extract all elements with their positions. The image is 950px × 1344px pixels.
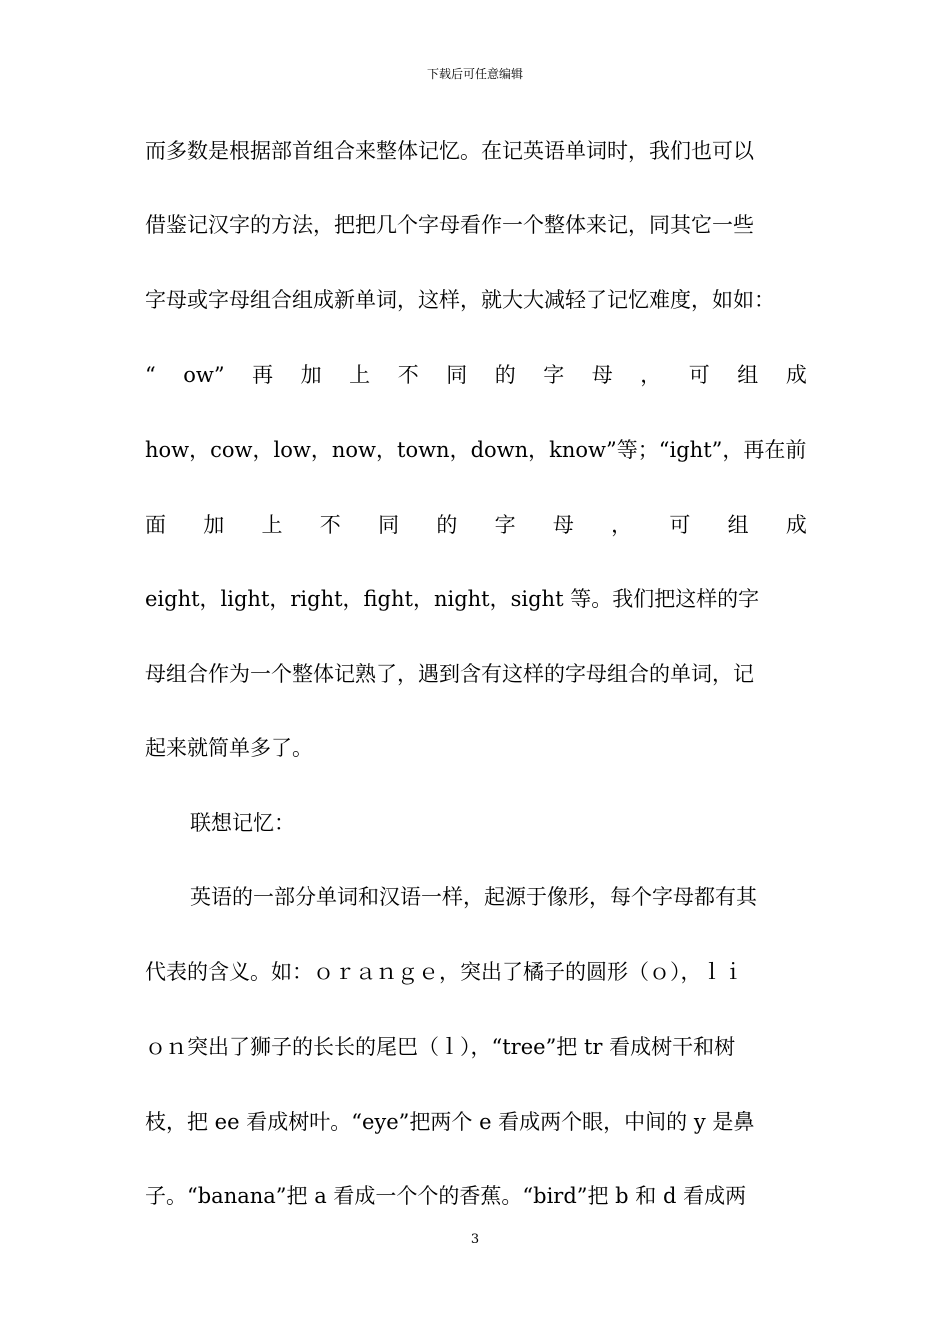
justified-token: 面 <box>145 513 166 537</box>
justified-token: 组 <box>737 363 759 387</box>
justified-token: 加 <box>300 363 322 387</box>
justified-token: 上 <box>349 363 371 387</box>
justified-token: ow” <box>183 363 225 387</box>
body-line: 起来就简单多了。 <box>145 736 313 760</box>
justified-token: 不 <box>319 513 341 537</box>
body-line: 字母或字母组合组成新单词，这样，就大大减轻了记忆难度，如如： <box>145 288 775 312</box>
justified-token: 不 <box>397 363 419 387</box>
body-line: 而多数是根据部首组合来整体记忆。在记英语单词时，我们也可以 <box>145 139 754 163</box>
justified-token: 字 <box>494 513 516 537</box>
justified-token: 成 <box>785 513 807 537</box>
justified-token: 成 <box>785 363 807 387</box>
justified-token: 的 <box>494 363 516 387</box>
body-line: 子。“banana”把 a 看成一个个的香蕉。“bird”把 b 和 d 看成两 <box>145 1184 747 1208</box>
justified-token: 可 <box>688 363 710 387</box>
justified-line-ow <box>145 358 807 392</box>
justified-line-ight <box>145 508 807 542</box>
justified-token: 母 <box>591 363 613 387</box>
body-line: 母组合作为一个整体记熟了，遇到含有这样的字母组合的单词，记 <box>145 662 754 686</box>
justified-token: “ <box>145 363 156 387</box>
section-heading: 联想记忆： <box>190 811 295 835</box>
page-number: 3 <box>470 1232 480 1247</box>
justified-token: ， <box>640 363 662 387</box>
body-line: 枝，把 ee 看成树叶。“eye”把两个 e 看成两个眼，中间的 y 是鼻 <box>145 1110 755 1134</box>
page-header: 下载后可任意编辑 <box>426 67 523 81</box>
justified-token: ， <box>611 513 633 537</box>
justified-token: 加 <box>203 513 225 537</box>
justified-token: 可 <box>669 513 691 537</box>
body-line: eight，light，right，fight，night，sight 等。我们把这样的字 <box>145 587 760 611</box>
paragraph-first-line: 英语的一部分单词和汉语一样，起源于像形，每个字母都有其 <box>190 885 757 909</box>
justified-token: 组 <box>727 513 749 537</box>
justified-token: 同 <box>378 513 400 537</box>
justified-token: 的 <box>436 513 458 537</box>
justified-token: 字 <box>543 363 565 387</box>
justified-token: 再 <box>252 363 274 387</box>
body-line: 代表的含义。如：ｏｒａｎｇｅ，突出了橘子的圆形（ｏ），ｌｉ <box>145 960 744 984</box>
body-line: how，cow，low，now，town，down，know”等；“ight”，再在前 <box>145 438 807 462</box>
justified-token: 母 <box>552 513 574 537</box>
body-line: 借鉴记汉字的方法，把把几个字母看作一个整体来记，同其它一些 <box>145 213 754 237</box>
justified-token: 上 <box>261 513 283 537</box>
body-line: ｏｎ突出了狮子的长长的尾巴（ｌ），“tree”把 tr 看成树干和树 <box>145 1035 736 1059</box>
justified-token: 同 <box>446 363 468 387</box>
